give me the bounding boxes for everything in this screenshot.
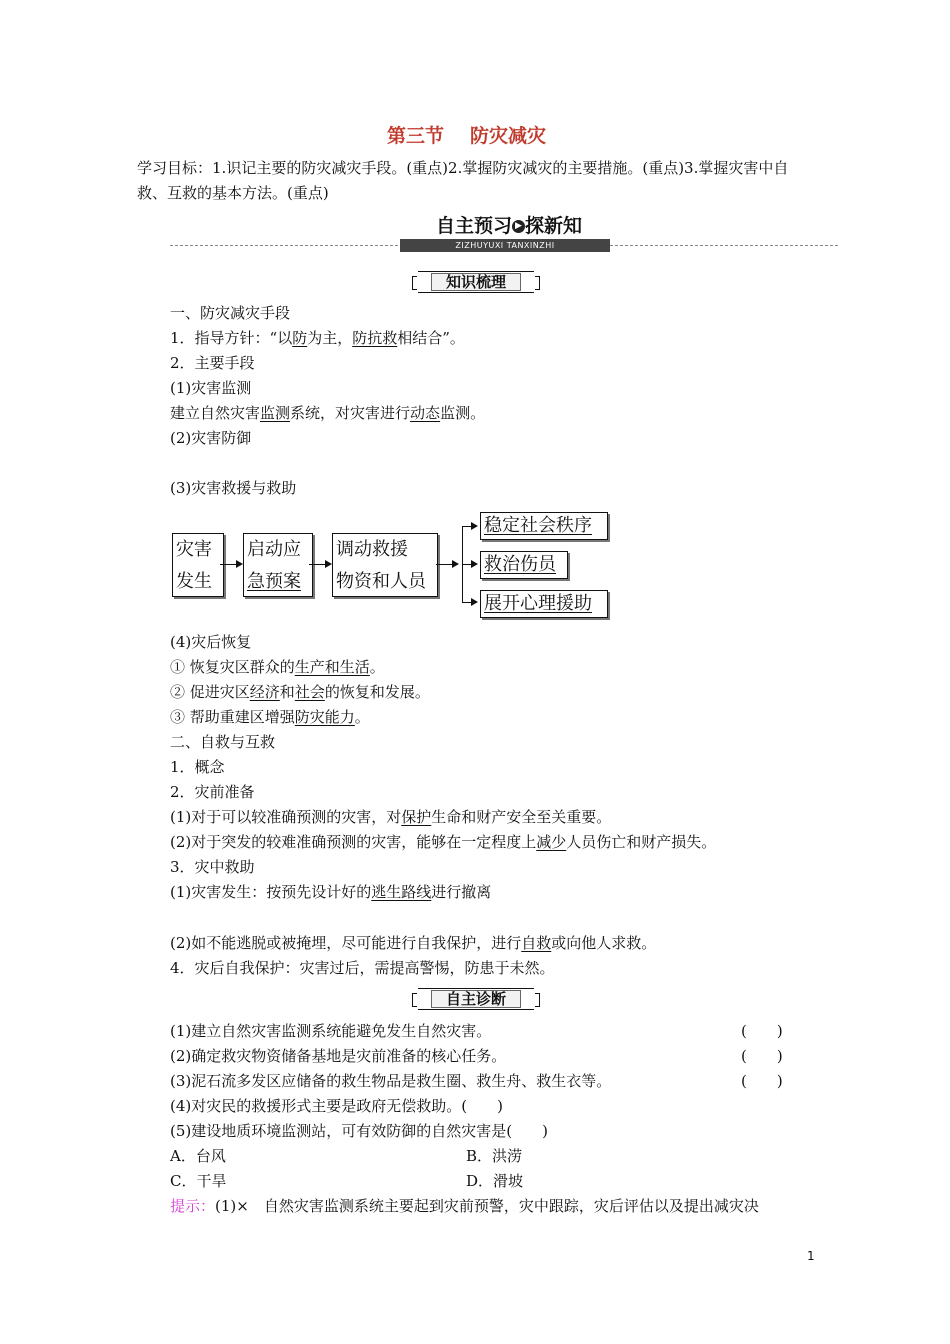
text-span: 1．指导方针：“以 — [170, 329, 293, 347]
text-span: ① 恢复灾区群众的 — [170, 658, 295, 676]
underlined-term: 经济 — [249, 683, 280, 701]
underlined-term: 社会 — [294, 683, 325, 701]
banner-subtitle: ZIZHUYUXI TANXINZHI — [400, 239, 610, 252]
underlined-term: 防灾能力 — [294, 708, 355, 726]
text-line: 1．概念 — [170, 758, 225, 776]
text-span: 人员伤亡和财产损失。 — [566, 833, 717, 851]
text-span: ② 促进灾区 — [170, 683, 250, 701]
quiz-question: (1)建立自然灾害监测系统能避免发生自然灾害。 — [170, 1022, 492, 1040]
heading-line: 二、自救与互救 — [170, 733, 276, 751]
underlined-term: 减少 — [536, 833, 567, 851]
banner-left-text: 自主预习 — [435, 215, 512, 237]
option-d: D．滑坡 — [466, 1172, 524, 1190]
text-line — [170, 403, 485, 423]
title-part-b: 防灾减灾 — [470, 125, 547, 147]
text-line: (1)灾害监测 — [170, 379, 252, 397]
text-span: 的恢复和发展。 — [324, 683, 430, 701]
flow-result-wounded — [480, 551, 568, 579]
learning-goals — [137, 156, 817, 206]
banner-right-text: 探新知 — [525, 215, 583, 237]
quiz-question: (5)建设地质环境监测站，可有效防御的自然灾害是( ) — [170, 1122, 548, 1140]
text-line: 3．灾中救助 — [170, 858, 255, 876]
underlined-term: 生产和生活 — [294, 658, 370, 676]
chevron-right-icon: ▶ — [512, 220, 525, 233]
hint-line — [170, 1196, 759, 1216]
goal-label: 学习目标： — [137, 159, 213, 177]
text-line: (4)灾后恢复 — [170, 633, 252, 651]
flow-box-disaster — [172, 533, 224, 597]
goal-text: 1.识记主要的防灾减灾手段。(重点)2.掌握防灾减灾的主要措施。(重点)3.掌握灾害中自救、互救的基本方法。(重点) — [137, 159, 789, 202]
arrow-right-icon — [471, 598, 478, 606]
section-header-knowledge — [418, 271, 534, 293]
flow-text: 灾害 — [176, 539, 212, 560]
text-span: (1)灾害发生：按预先设计好的 — [170, 883, 372, 901]
hint-label: 提示： — [170, 1197, 216, 1215]
quiz-question: (3)泥石流多发区应储备的救生物品是救生圈、救生舟、救生衣等。 — [170, 1072, 612, 1090]
flow-text: 展开心理援助 — [484, 593, 592, 614]
text-line — [170, 657, 385, 677]
underlined-term: 防 — [292, 329, 308, 347]
underlined-term: 防抗救 — [352, 329, 398, 347]
text-span: 建立自然灾害 — [170, 404, 261, 422]
answer-blank: ( ) — [741, 1047, 783, 1065]
text-span: 监测。 — [440, 404, 486, 422]
flow-text: 发生 — [176, 571, 212, 592]
text-span: (1)对于可以较准确预测的灾害，对 — [170, 808, 402, 826]
flow-text: 稳定社会秩序 — [484, 515, 592, 536]
underlined-term: 逃生路线 — [371, 883, 432, 901]
heading-line: 一、防灾减灾手段 — [170, 304, 291, 322]
text-span: 系统，对灾害进行 — [290, 404, 411, 422]
arrow-right-icon — [471, 560, 478, 568]
section-header-diagnosis — [418, 988, 534, 1010]
text-line — [170, 933, 656, 953]
text-line — [170, 707, 370, 727]
option-c: C．干旱 — [170, 1172, 227, 1190]
page-number: 1 — [807, 1249, 815, 1263]
arrow-right-icon — [236, 560, 243, 568]
text-line: (3)灾害救援与救助 — [170, 479, 297, 497]
flow-result-order — [480, 512, 608, 540]
flow-result-psych — [480, 590, 608, 618]
flow-text: 急预案 — [247, 571, 301, 592]
text-line: (2)灾害防御 — [170, 429, 252, 447]
text-span: 。 — [369, 658, 385, 676]
section-header-label: 知识梳理 — [431, 273, 521, 291]
text-line: 4．灾后自我保护：灾害过后，需提高警惕，防患于未然。 — [170, 959, 555, 977]
underlined-term: 自救 — [521, 934, 552, 952]
text-line — [170, 832, 716, 852]
option-a: A．台风 — [170, 1147, 226, 1165]
text-span: 和 — [279, 683, 295, 701]
flow-text: 启动应 — [247, 539, 301, 560]
text-span: 进行撤离 — [431, 883, 492, 901]
underlined-term: 保护 — [401, 808, 432, 826]
text-line: 2．主要手段 — [170, 354, 255, 372]
answer-blank: ( ) — [741, 1022, 783, 1040]
text-line — [170, 328, 465, 348]
text-line — [170, 807, 611, 827]
text-span: (2)如不能逃脱或被掩埋，尽可能进行自我保护，进行 — [170, 934, 522, 952]
arrow-right-icon — [471, 522, 478, 530]
text-span: 。 — [354, 708, 370, 726]
quiz-question: (4)对灾民的救援形式主要是政府无偿救助。( ) — [170, 1097, 503, 1115]
text-line: 2．灾前准备 — [170, 783, 255, 801]
flow-text: 救治伤员 — [484, 554, 556, 575]
text-span: 生命和财产安全至关重要。 — [431, 808, 612, 826]
flow-box-mobilize — [332, 533, 438, 597]
option-b: B．洪涝 — [466, 1147, 523, 1165]
title-part-a: 第三节 — [387, 125, 445, 147]
section-header-label: 自主诊断 — [431, 990, 521, 1008]
flow-box-plan — [243, 533, 313, 597]
section-banner — [410, 213, 608, 239]
page-title — [387, 126, 546, 146]
answer-blank: ( ) — [741, 1072, 783, 1090]
flow-text: 物资和人员 — [336, 571, 426, 592]
text-span: 或向他人求救。 — [551, 934, 657, 952]
text-span: ③ 帮助重建区增强 — [170, 708, 295, 726]
underlined-term: 动态 — [410, 404, 441, 422]
arrow-right-icon — [452, 560, 459, 568]
arrow-right-icon — [325, 560, 332, 568]
text-span: 相结合”。 — [397, 329, 465, 347]
text-span: 为主， — [307, 329, 353, 347]
underlined-term: 监测 — [260, 404, 291, 422]
text-line — [170, 882, 491, 902]
quiz-question: (2)确定救灾物资储备基地是灾前准备的核心任务。 — [170, 1047, 507, 1065]
text-line — [170, 682, 430, 702]
flow-text: 调动救援 — [336, 539, 408, 560]
hint-text: (1)× 自然灾害监测系统主要起到灾前预警，灾中跟踪，灾后评估以及提出减灾决 — [215, 1197, 759, 1215]
text-span: (2)对于突发的较难准确预测的灾害，能够在一定程度上 — [170, 833, 537, 851]
